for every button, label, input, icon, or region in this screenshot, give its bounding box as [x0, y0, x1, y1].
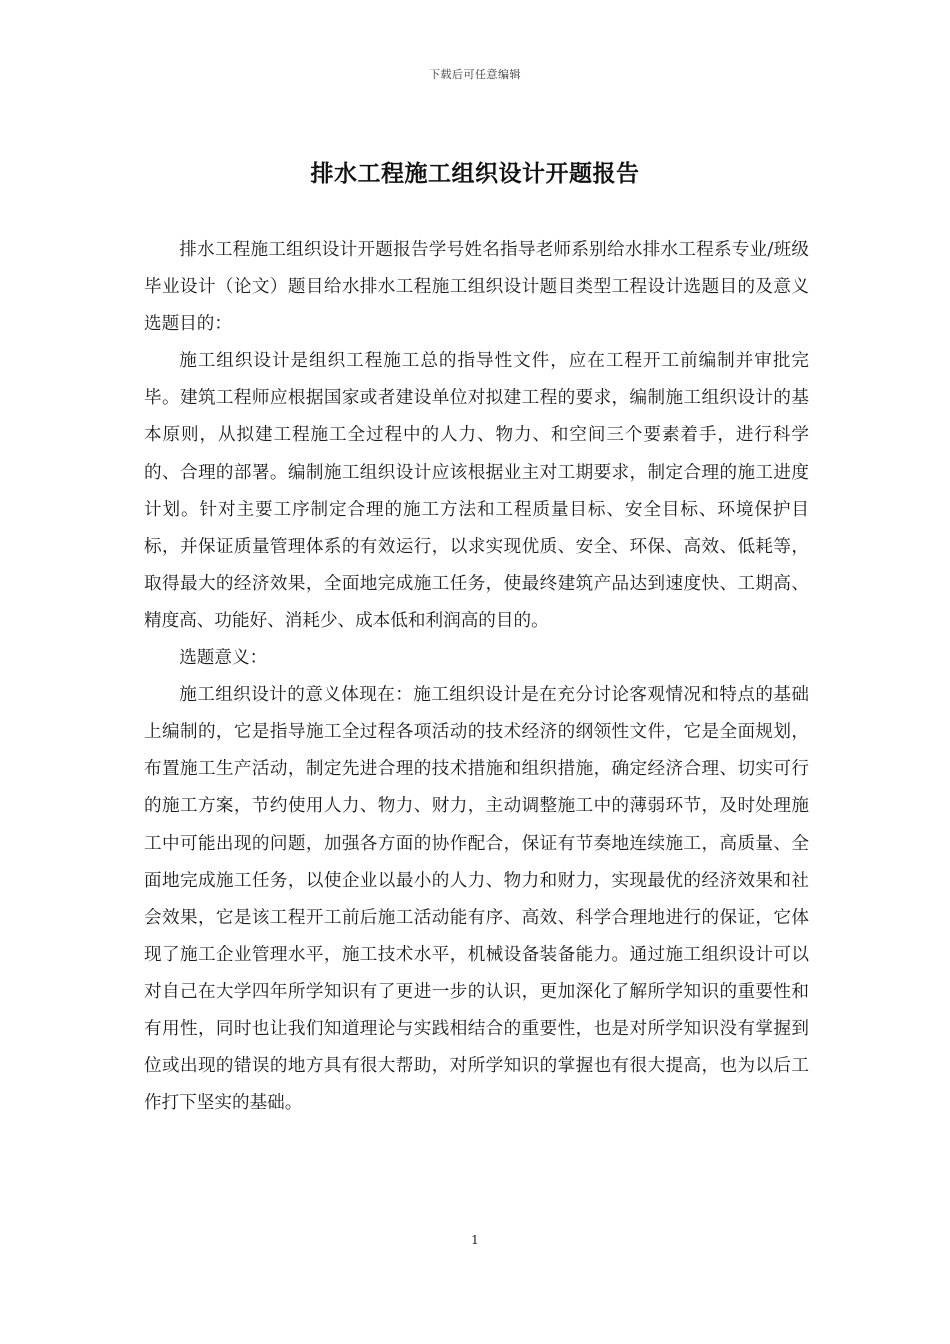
paragraph-significance: 施工组织设计的意义体现在：施工组织设计是在充分讨论客观情况和特点的基础上编制的，它是指导施工全过程各项活动的技术经济的纲领性文件，它是全面规划，布置施工生产活动，制定先进合理的技术措施和组织措施，确定经济合理、切实可行的施工方案，节约使用人力、物力、财力，主动调整施工中的薄弱环节，及时处理施工中可能出现的问题，加强各方面的协作配合，保证有节奏地连续施工，高质量、全面地完成施工任务，以使企业以最小的人力、物力和财力，实现最优的经济效果和社会效果，它是该工程开工前后施工活动能有序、高效、科学合理地进行的保证，它体现了施工企业管理水平，施工技术水平，机械设备装备能力。通过施工组织设计可以对自己在大学四年所学知识有了更进一步的认识，更加深化了解所学知识的重要性和有用性，同时也让我们知道理论与实践相结合的重要性，也是对所学知识没有掌握到位或出现的错误的地方具有很大帮助，对所学知识的掌握也有很大提高，也为以后工作打下坚实的基础。 [144, 685, 809, 1114]
document-body [144, 232, 809, 1122]
paragraph-significance-heading: 选题意义： [179, 648, 268, 669]
page-number: 1 [471, 1233, 479, 1247]
paragraph-purpose: 施工组织设计是组织工程施工总的指导性文件，应在工程开工前编制并审批完毕。建筑工程师应根据国家或者建设单位对拟建工程的要求，编制施工组织设计的基本原则，从拟建工程施工全过程中的人力、物力、和空间三个要素着手，进行科学的、合理的部署。编制施工组织设计应该根据业主对工期要求，制定合理的施工进度计划。针对主要工序制定合理的施工方法和工程质量目标、安全目标、环境保护目标，并保证质量管理体系的有效运行，以求实现优质、安全、环保、高效、低耗等，取得最大的经济效果，全面地完成施工任务，使最终建筑产品达到速度快、工期高、精度高、功能好、消耗少、成本低和利润高的目的。 [144, 351, 809, 631]
paragraph-intro: 排水工程施工组织设计开题报告学号姓名指导老师系别给水排水工程系专业/班级毕业设计（论文）题目给水排水工程施工组织设计题目类型工程设计选题目的及意义选题目的： [144, 240, 809, 335]
header-note: 下载后可任意编辑 [429, 68, 521, 81]
document-title: 排水工程施工组织设计开题报告 [310, 161, 640, 187]
